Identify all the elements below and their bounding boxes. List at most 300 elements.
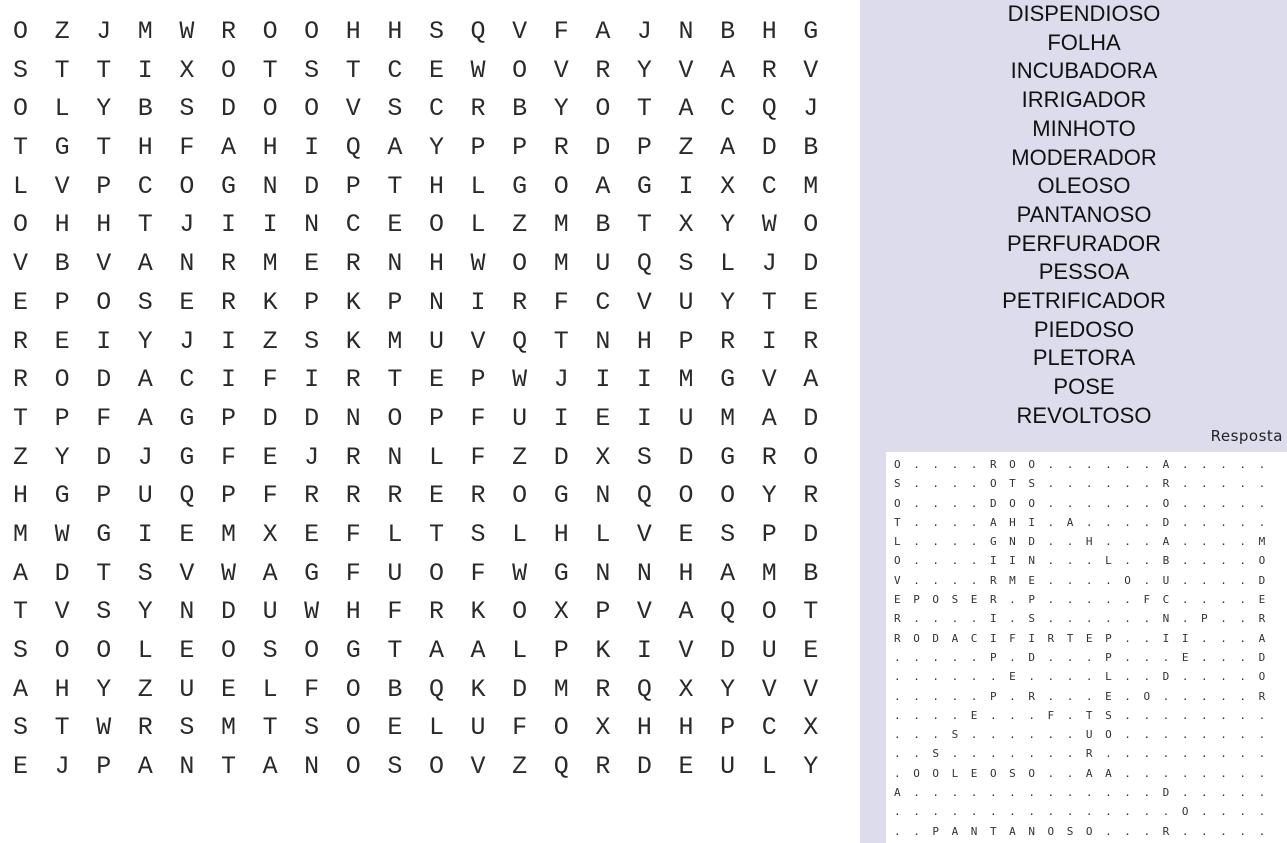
grid-letter[interactable]: W bbox=[220, 558, 236, 588]
grid-letter[interactable]: C bbox=[428, 94, 444, 124]
grid-letter[interactable]: V bbox=[345, 94, 361, 124]
grid-letter[interactable]: T bbox=[220, 752, 236, 782]
grid-letter[interactable]: I bbox=[220, 326, 236, 356]
grid-letter[interactable]: B bbox=[803, 558, 819, 588]
grid-letter[interactable]: X bbox=[179, 55, 195, 85]
grid-letter[interactable]: F bbox=[470, 442, 486, 472]
grid-letter[interactable]: Q bbox=[636, 674, 652, 704]
grid-letter[interactable]: P bbox=[345, 171, 361, 201]
grid-letter[interactable]: O bbox=[54, 365, 70, 395]
grid-letter[interactable]: W bbox=[512, 365, 528, 395]
grid-letter[interactable]: L bbox=[262, 674, 278, 704]
grid-letter[interactable]: T bbox=[13, 597, 29, 627]
grid-letter[interactable]: V bbox=[636, 597, 652, 627]
grid-letter[interactable]: Y bbox=[803, 752, 819, 782]
grid-letter[interactable]: U bbox=[428, 326, 444, 356]
grid-letter[interactable]: H bbox=[428, 249, 444, 279]
grid-letter[interactable]: F bbox=[470, 403, 486, 433]
grid-letter[interactable]: T bbox=[345, 55, 361, 85]
grid-letter[interactable]: A bbox=[595, 17, 611, 46]
grid-letter[interactable]: Z bbox=[262, 326, 278, 356]
grid-letter[interactable]: Q bbox=[553, 752, 569, 782]
grid-letter[interactable]: O bbox=[428, 210, 444, 240]
grid-letter[interactable]: T bbox=[262, 55, 278, 85]
grid-letter[interactable]: P bbox=[304, 287, 320, 317]
grid-letter[interactable]: D bbox=[803, 519, 819, 549]
grid-letter[interactable]: M bbox=[761, 558, 777, 588]
grid-letter[interactable]: O bbox=[304, 636, 320, 665]
grid-letter[interactable]: U bbox=[720, 752, 736, 782]
grid-letter[interactable]: I bbox=[304, 133, 320, 163]
grid-letter[interactable]: V bbox=[96, 249, 112, 279]
grid-letter[interactable]: R bbox=[803, 326, 819, 356]
grid-letter[interactable]: I bbox=[761, 326, 777, 356]
grid-letter[interactable]: N bbox=[636, 558, 652, 588]
grid-letter[interactable]: M bbox=[678, 365, 694, 395]
grid-letter[interactable]: Y bbox=[54, 442, 70, 472]
grid-letter[interactable]: O bbox=[220, 636, 236, 665]
grid-letter[interactable]: V bbox=[553, 55, 569, 85]
grid-letter[interactable]: R bbox=[220, 17, 236, 46]
grid-letter[interactable]: A bbox=[595, 171, 611, 201]
grid-letter[interactable]: A bbox=[387, 133, 403, 163]
grid-letter[interactable]: T bbox=[96, 55, 112, 85]
grid-letter[interactable]: E bbox=[304, 249, 320, 279]
grid-letter[interactable]: H bbox=[678, 558, 694, 588]
grid-letter[interactable]: Y bbox=[720, 287, 736, 317]
grid-letter[interactable]: I bbox=[262, 210, 278, 240]
grid-letter[interactable]: T bbox=[96, 558, 112, 588]
grid-letter[interactable]: N bbox=[179, 752, 195, 782]
grid-letter[interactable]: D bbox=[96, 365, 112, 395]
grid-letter[interactable]: H bbox=[137, 133, 153, 163]
grid-letter[interactable]: P bbox=[54, 287, 70, 317]
grid-letter[interactable]: N bbox=[595, 481, 611, 511]
grid-letter[interactable]: A bbox=[761, 403, 777, 433]
grid-letter[interactable]: U bbox=[595, 249, 611, 279]
grid-letter[interactable]: U bbox=[470, 713, 486, 743]
grid-letter[interactable]: S bbox=[678, 249, 694, 279]
grid-letter[interactable]: N bbox=[304, 210, 320, 240]
grid-letter[interactable]: H bbox=[553, 519, 569, 549]
grid-letter[interactable]: Y bbox=[720, 674, 736, 704]
grid-letter[interactable]: H bbox=[387, 17, 403, 46]
grid-letter[interactable]: Z bbox=[54, 17, 70, 46]
grid-letter[interactable]: O bbox=[345, 674, 361, 704]
grid-letter[interactable]: V bbox=[678, 636, 694, 665]
grid-letter[interactable]: O bbox=[803, 442, 819, 472]
grid-letter[interactable]: S bbox=[13, 55, 29, 85]
grid-letter[interactable]: M bbox=[553, 674, 569, 704]
grid-letter[interactable]: D bbox=[803, 249, 819, 279]
grid-letter[interactable]: Z bbox=[137, 674, 153, 704]
grid-letter[interactable]: A bbox=[262, 752, 278, 782]
grid-letter[interactable]: O bbox=[96, 636, 112, 665]
grid-letter[interactable]: Z bbox=[512, 752, 528, 782]
grid-letter[interactable]: S bbox=[179, 94, 195, 124]
grid-letter[interactable]: A bbox=[470, 636, 486, 665]
grid-letter[interactable]: P bbox=[553, 636, 569, 665]
grid-letter[interactable]: X bbox=[678, 210, 694, 240]
grid-letter[interactable]: M bbox=[220, 713, 236, 743]
grid-letter[interactable]: K bbox=[345, 326, 361, 356]
grid-letter[interactable]: G bbox=[720, 442, 736, 472]
grid-letter[interactable]: A bbox=[678, 597, 694, 627]
grid-letter[interactable]: V bbox=[54, 171, 70, 201]
grid-letter[interactable]: O bbox=[96, 287, 112, 317]
grid-letter[interactable]: T bbox=[636, 94, 652, 124]
grid-letter[interactable]: O bbox=[13, 94, 29, 124]
grid-letter[interactable]: Y bbox=[96, 674, 112, 704]
grid-letter[interactable]: T bbox=[636, 210, 652, 240]
grid-letter[interactable]: O bbox=[428, 752, 444, 782]
grid-letter[interactable]: Y bbox=[428, 133, 444, 163]
grid-letter[interactable]: U bbox=[678, 287, 694, 317]
grid-letter[interactable]: F bbox=[345, 558, 361, 588]
grid-letter[interactable]: C bbox=[761, 713, 777, 743]
grid-letter[interactable]: K bbox=[470, 597, 486, 627]
grid-letter[interactable]: X bbox=[720, 171, 736, 201]
grid-letter[interactable]: N bbox=[304, 752, 320, 782]
grid-letter[interactable]: W bbox=[304, 597, 320, 627]
grid-letter[interactable]: C bbox=[761, 171, 777, 201]
grid-letter[interactable]: E bbox=[179, 519, 195, 549]
grid-letter[interactable]: F bbox=[220, 442, 236, 472]
grid-letter[interactable]: Q bbox=[720, 597, 736, 627]
grid-letter[interactable]: E bbox=[13, 752, 29, 782]
grid-letter[interactable]: S bbox=[13, 636, 29, 665]
grid-letter[interactable]: R bbox=[220, 249, 236, 279]
grid-letter[interactable]: N bbox=[387, 442, 403, 472]
grid-letter[interactable]: O bbox=[345, 713, 361, 743]
grid-letter[interactable]: E bbox=[595, 403, 611, 433]
grid-letter[interactable]: D bbox=[636, 752, 652, 782]
grid-letter[interactable]: L bbox=[428, 442, 444, 472]
grid-letter[interactable]: K bbox=[345, 287, 361, 317]
grid-letter[interactable]: V bbox=[636, 519, 652, 549]
grid-letter[interactable]: L bbox=[595, 519, 611, 549]
grid-letter[interactable]: C bbox=[345, 210, 361, 240]
grid-letter[interactable]: A bbox=[137, 403, 153, 433]
grid-letter[interactable]: V bbox=[54, 597, 70, 627]
grid-letter[interactable]: E bbox=[387, 713, 403, 743]
grid-letter[interactable]: E bbox=[13, 287, 29, 317]
grid-letter[interactable]: A bbox=[13, 674, 29, 704]
grid-letter[interactable]: X bbox=[595, 713, 611, 743]
grid-letter[interactable]: H bbox=[636, 326, 652, 356]
grid-letter[interactable]: F bbox=[262, 365, 278, 395]
grid-letter[interactable]: H bbox=[678, 713, 694, 743]
grid-letter[interactable]: C bbox=[720, 94, 736, 124]
grid-letter[interactable]: A bbox=[720, 133, 736, 163]
grid-letter[interactable]: N bbox=[387, 249, 403, 279]
grid-letter[interactable]: U bbox=[137, 481, 153, 511]
grid-letter[interactable]: E bbox=[428, 481, 444, 511]
grid-letter[interactable]: Q bbox=[179, 481, 195, 511]
grid-letter[interactable]: M bbox=[803, 171, 819, 201]
grid-letter[interactable]: P bbox=[678, 326, 694, 356]
grid-letter[interactable]: P bbox=[720, 713, 736, 743]
grid-letter[interactable]: D bbox=[761, 133, 777, 163]
grid-letter[interactable]: P bbox=[512, 133, 528, 163]
grid-letter[interactable]: J bbox=[761, 249, 777, 279]
grid-letter[interactable]: S bbox=[304, 713, 320, 743]
grid-letter[interactable]: Q bbox=[636, 249, 652, 279]
grid-letter[interactable]: K bbox=[262, 287, 278, 317]
grid-letter[interactable]: T bbox=[13, 133, 29, 163]
grid-letter[interactable]: P bbox=[54, 403, 70, 433]
grid-letter[interactable]: T bbox=[137, 210, 153, 240]
grid-letter[interactable]: T bbox=[96, 133, 112, 163]
grid-letter[interactable]: R bbox=[345, 249, 361, 279]
grid-letter[interactable]: Y bbox=[137, 597, 153, 627]
grid-letter[interactable]: O bbox=[512, 55, 528, 85]
grid-letter[interactable]: S bbox=[387, 94, 403, 124]
grid-letter[interactable]: W bbox=[470, 55, 486, 85]
grid-letter[interactable]: R bbox=[220, 287, 236, 317]
grid-letter[interactable]: P bbox=[220, 481, 236, 511]
grid-letter[interactable]: O bbox=[179, 171, 195, 201]
grid-letter[interactable]: R bbox=[304, 481, 320, 511]
grid-letter[interactable]: T bbox=[553, 326, 569, 356]
grid-letter[interactable]: O bbox=[761, 597, 777, 627]
grid-letter[interactable]: B bbox=[54, 249, 70, 279]
grid-letter[interactable]: R bbox=[428, 597, 444, 627]
grid-letter[interactable]: N bbox=[595, 558, 611, 588]
grid-letter[interactable]: O bbox=[387, 403, 403, 433]
grid-letter[interactable]: O bbox=[512, 481, 528, 511]
grid-letter[interactable]: U bbox=[179, 674, 195, 704]
grid-letter[interactable]: O bbox=[262, 94, 278, 124]
grid-letter[interactable]: O bbox=[678, 481, 694, 511]
grid-letter[interactable]: X bbox=[553, 597, 569, 627]
grid-letter[interactable]: U bbox=[678, 403, 694, 433]
grid-letter[interactable]: V bbox=[179, 558, 195, 588]
grid-letter[interactable]: P bbox=[761, 519, 777, 549]
grid-letter[interactable]: V bbox=[470, 326, 486, 356]
grid-letter[interactable]: P bbox=[96, 481, 112, 511]
grid-letter[interactable]: G bbox=[96, 519, 112, 549]
grid-letter[interactable]: J bbox=[54, 752, 70, 782]
grid-letter[interactable]: I bbox=[470, 287, 486, 317]
grid-letter[interactable]: G bbox=[345, 636, 361, 665]
grid-letter[interactable]: E bbox=[54, 326, 70, 356]
grid-letter[interactable]: T bbox=[387, 171, 403, 201]
grid-letter[interactable]: S bbox=[720, 519, 736, 549]
grid-letter[interactable]: O bbox=[262, 17, 278, 46]
grid-letter[interactable]: R bbox=[13, 365, 29, 395]
grid-letter[interactable]: F bbox=[262, 481, 278, 511]
grid-letter[interactable]: A bbox=[262, 558, 278, 588]
grid-letter[interactable]: O bbox=[803, 210, 819, 240]
grid-letter[interactable]: P bbox=[96, 171, 112, 201]
grid-letter[interactable]: A bbox=[137, 249, 153, 279]
grid-letter[interactable]: I bbox=[595, 365, 611, 395]
grid-letter[interactable]: J bbox=[179, 326, 195, 356]
grid-letter[interactable]: A bbox=[803, 365, 819, 395]
grid-letter[interactable]: I bbox=[636, 403, 652, 433]
grid-letter[interactable]: Z bbox=[678, 133, 694, 163]
grid-letter[interactable]: C bbox=[387, 55, 403, 85]
grid-letter[interactable]: T bbox=[387, 365, 403, 395]
grid-letter[interactable]: R bbox=[387, 481, 403, 511]
grid-letter[interactable]: O bbox=[54, 636, 70, 665]
grid-letter[interactable]: V bbox=[512, 17, 528, 46]
grid-letter[interactable]: V bbox=[803, 55, 819, 85]
grid-letter[interactable]: W bbox=[512, 558, 528, 588]
grid-letter[interactable]: O bbox=[13, 210, 29, 240]
grid-letter[interactable]: J bbox=[636, 17, 652, 46]
grid-letter[interactable]: A bbox=[720, 558, 736, 588]
grid-letter[interactable]: L bbox=[387, 519, 403, 549]
grid-letter[interactable]: M bbox=[13, 519, 29, 549]
grid-letter[interactable]: S bbox=[387, 752, 403, 782]
grid-letter[interactable]: A bbox=[137, 752, 153, 782]
grid-letter[interactable]: D bbox=[803, 403, 819, 433]
grid-letter[interactable]: T bbox=[387, 636, 403, 665]
grid-letter[interactable]: H bbox=[96, 210, 112, 240]
grid-letter[interactable]: L bbox=[470, 210, 486, 240]
grid-letter[interactable]: O bbox=[13, 17, 29, 46]
grid-letter[interactable]: H bbox=[636, 713, 652, 743]
grid-letter[interactable]: C bbox=[137, 171, 153, 201]
grid-letter[interactable]: H bbox=[761, 17, 777, 46]
grid-letter[interactable]: G bbox=[179, 442, 195, 472]
grid-letter[interactable]: S bbox=[636, 442, 652, 472]
grid-letter[interactable]: E bbox=[387, 210, 403, 240]
grid-letter[interactable]: W bbox=[96, 713, 112, 743]
grid-letter[interactable]: N bbox=[678, 17, 694, 46]
grid-letter[interactable]: R bbox=[345, 481, 361, 511]
grid-letter[interactable]: E bbox=[428, 55, 444, 85]
grid-letter[interactable]: P bbox=[387, 287, 403, 317]
grid-letter[interactable]: P bbox=[636, 133, 652, 163]
grid-letter[interactable]: R bbox=[470, 94, 486, 124]
grid-letter[interactable]: E bbox=[803, 636, 819, 665]
grid-letter[interactable]: F bbox=[304, 674, 320, 704]
grid-letter[interactable]: D bbox=[262, 403, 278, 433]
grid-letter[interactable]: L bbox=[428, 713, 444, 743]
grid-letter[interactable]: V bbox=[470, 752, 486, 782]
grid-letter[interactable]: D bbox=[54, 558, 70, 588]
grid-letter[interactable]: J bbox=[553, 365, 569, 395]
grid-letter[interactable]: E bbox=[262, 442, 278, 472]
grid-letter[interactable]: S bbox=[262, 636, 278, 665]
grid-letter[interactable]: H bbox=[345, 17, 361, 46]
grid-letter[interactable]: T bbox=[803, 597, 819, 627]
grid-letter[interactable]: P bbox=[595, 597, 611, 627]
grid-letter[interactable]: S bbox=[137, 287, 153, 317]
grid-letter[interactable]: R bbox=[470, 481, 486, 511]
grid-letter[interactable]: N bbox=[179, 249, 195, 279]
grid-letter[interactable]: R bbox=[595, 674, 611, 704]
grid-letter[interactable]: D bbox=[304, 403, 320, 433]
grid-letter[interactable]: A bbox=[428, 636, 444, 665]
grid-letter[interactable]: A bbox=[137, 365, 153, 395]
grid-letter[interactable]: F bbox=[553, 17, 569, 46]
grid-letter[interactable]: I bbox=[304, 365, 320, 395]
grid-letter[interactable]: O bbox=[595, 94, 611, 124]
grid-letter[interactable]: D bbox=[304, 171, 320, 201]
grid-letter[interactable]: H bbox=[262, 133, 278, 163]
grid-letter[interactable]: O bbox=[428, 558, 444, 588]
grid-letter[interactable]: O bbox=[512, 597, 528, 627]
grid-letter[interactable]: U bbox=[387, 558, 403, 588]
grid-letter[interactable]: R bbox=[720, 326, 736, 356]
grid-letter[interactable]: T bbox=[761, 287, 777, 317]
grid-letter[interactable]: H bbox=[54, 674, 70, 704]
grid-letter[interactable]: W bbox=[470, 249, 486, 279]
grid-letter[interactable]: G bbox=[553, 481, 569, 511]
grid-letter[interactable]: G bbox=[304, 558, 320, 588]
grid-letter[interactable]: R bbox=[512, 287, 528, 317]
grid-letter[interactable]: M bbox=[553, 249, 569, 279]
grid-letter[interactable]: M bbox=[262, 249, 278, 279]
grid-letter[interactable]: L bbox=[512, 519, 528, 549]
grid-letter[interactable]: O bbox=[720, 481, 736, 511]
grid-letter[interactable]: J bbox=[803, 94, 819, 124]
grid-letter[interactable]: F bbox=[387, 597, 403, 627]
grid-letter[interactable]: S bbox=[304, 326, 320, 356]
grid-letter[interactable]: Z bbox=[13, 442, 29, 472]
grid-letter[interactable]: R bbox=[803, 481, 819, 511]
grid-letter[interactable]: R bbox=[345, 365, 361, 395]
grid-letter[interactable]: F bbox=[345, 519, 361, 549]
grid-letter[interactable]: Q bbox=[345, 133, 361, 163]
grid-letter[interactable]: X bbox=[678, 674, 694, 704]
grid-letter[interactable]: T bbox=[54, 713, 70, 743]
grid-letter[interactable]: B bbox=[387, 674, 403, 704]
grid-letter[interactable]: T bbox=[428, 519, 444, 549]
grid-letter[interactable]: C bbox=[595, 287, 611, 317]
grid-letter[interactable]: S bbox=[470, 519, 486, 549]
grid-letter[interactable]: E bbox=[803, 287, 819, 317]
grid-letter[interactable]: G bbox=[803, 17, 819, 46]
grid-letter[interactable]: Q bbox=[636, 481, 652, 511]
grid-letter[interactable]: B bbox=[137, 94, 153, 124]
grid-letter[interactable]: I bbox=[678, 171, 694, 201]
grid-letter[interactable]: S bbox=[96, 597, 112, 627]
grid-letter[interactable]: Q bbox=[512, 326, 528, 356]
grid-letter[interactable]: N bbox=[262, 171, 278, 201]
grid-letter[interactable]: G bbox=[54, 481, 70, 511]
grid-letter[interactable]: E bbox=[179, 636, 195, 665]
grid-letter[interactable]: R bbox=[13, 326, 29, 356]
grid-letter[interactable]: O bbox=[220, 55, 236, 85]
grid-letter[interactable]: F bbox=[179, 133, 195, 163]
grid-letter[interactable]: O bbox=[345, 752, 361, 782]
grid-letter[interactable]: I bbox=[220, 365, 236, 395]
grid-letter[interactable]: S bbox=[179, 713, 195, 743]
grid-letter[interactable]: P bbox=[470, 133, 486, 163]
grid-letter[interactable]: J bbox=[96, 17, 112, 46]
grid-letter[interactable]: P bbox=[220, 403, 236, 433]
grid-letter[interactable]: F bbox=[512, 713, 528, 743]
grid-letter[interactable]: F bbox=[470, 558, 486, 588]
grid-letter[interactable]: H bbox=[428, 171, 444, 201]
grid-letter[interactable]: R bbox=[345, 442, 361, 472]
grid-letter[interactable]: M bbox=[137, 17, 153, 46]
grid-letter[interactable]: Y bbox=[761, 481, 777, 511]
grid-letter[interactable]: W bbox=[179, 17, 195, 46]
grid-letter[interactable]: T bbox=[262, 713, 278, 743]
grid-letter[interactable]: D bbox=[553, 442, 569, 472]
grid-letter[interactable]: B bbox=[803, 133, 819, 163]
grid-letter[interactable]: O bbox=[553, 713, 569, 743]
grid-letter[interactable]: I bbox=[636, 365, 652, 395]
grid-letter[interactable]: X bbox=[262, 519, 278, 549]
grid-letter[interactable]: E bbox=[678, 752, 694, 782]
